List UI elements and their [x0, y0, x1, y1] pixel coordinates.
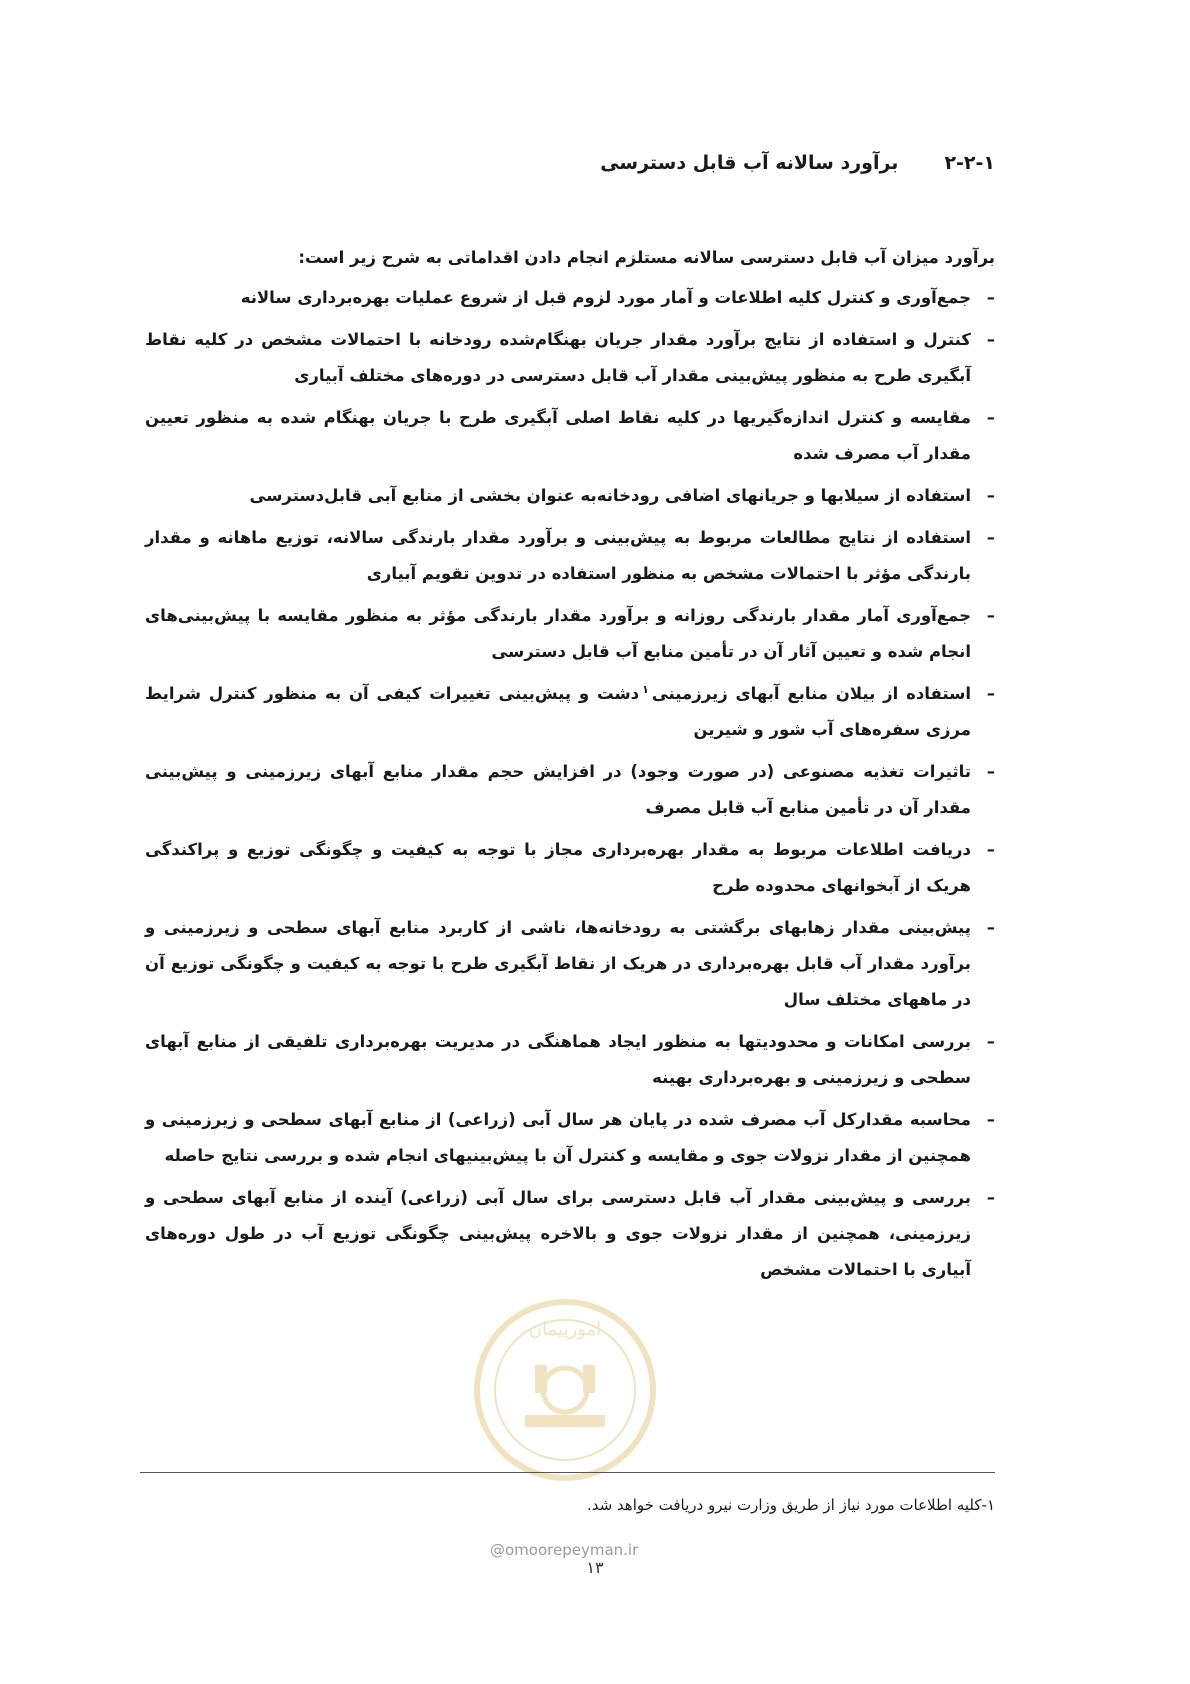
dash-bullet: – [986, 288, 995, 307]
dash-bullet: – [986, 1110, 995, 1129]
list-item-text: دریافت اطلاعات مربوط به مقدار بهره‌برداری مجاز با توجه به کیفیت و چگونگی توزیع و پراکندگی هریک از آبخوانهای محدوده طرح [145, 840, 971, 895]
list-item-text: استفاده از بیلان منابع آبهای زیرزمینی [651, 684, 971, 703]
list-item [145, 520, 995, 592]
dash-bullet: – [986, 330, 995, 349]
dash-bullet: – [986, 684, 995, 703]
footnote: ۱-کلیه اطلاعات مورد نیاز از طریق وزارت نیرو دریافت خواهد شد. [586, 1496, 995, 1514]
list-item-text: پیش‌بینی مقدار زهابهای برگشتی به رودخانه‌ها، ناشی از کاربرد منابع آبهای سطحی و زیرزمینی و برآورد مقدار آب قابل بهره‌برداری در هریک از نقاط آبگیری طرح با توجه به کیفیت و چگونگی توزیع آن در ماههای مختلف سال [145, 918, 971, 1009]
list-item-text: بررسی امکانات و محدودیتها به منظور ایجاد هماهنگی در مدیریت بهره‌برداری تلفیقی از منابع آبهای سطحی و زیرزمینی و بهره‌برداری بهینه [145, 1032, 971, 1087]
footnote-divider [140, 1472, 995, 1473]
list-item [145, 1180, 995, 1288]
section-title: برآورد سالانه آب قابل دسترسی [600, 152, 899, 174]
dash-bullet: – [986, 1188, 995, 1207]
dash-bullet: – [986, 918, 995, 937]
seal-watermark-icon [465, 1295, 665, 1485]
footnote-mark: ۱ [642, 682, 649, 696]
list-item [145, 478, 995, 514]
page-number: ۱۳ [586, 1558, 604, 1577]
list-item [145, 1024, 995, 1096]
action-list [145, 280, 995, 1288]
dash-bullet: – [986, 1032, 995, 1051]
list-item [145, 280, 995, 316]
list-item-text: محاسبه مقدارکل آب مصرف شده در پایان هر سال آبی (زراعی) از منابع آبهای سطحی و زیرزمینی و همچنین از مقدار نزولات جوی و مقایسه و کنترل آن با پیش‌بینیهای انجام شده و بررسی نتایج حاصله [145, 1110, 971, 1165]
list-item-text: استفاده از نتایج مطالعات مربوط به پیش‌بینی و برآورد مقدار بارندگی سالانه، توزیع ماهانه و مقدار بارندگی مؤثر با احتمالات مشخص به منظور استفاده در تدوین تقویم آبیاری [145, 528, 971, 583]
list-item-text: استفاده از سیلابها و جریانهای اضافی رودخانه‌به عنوان بخشی از منابع آبی قابل‌دسترسی [249, 486, 971, 505]
list-item-text: تاثیرات تغذیه مصنوعی (در صورت وجود) در افزایش حجم مقدار منابع آبهای زیرزمینی و پیش‌بینی مقدار آن در تأمین منابع آب قابل مصرف [145, 762, 971, 817]
list-item [145, 598, 995, 670]
watermark-site: @omoorepeyman.ir [490, 1541, 639, 1559]
list-item [145, 754, 995, 826]
list-item-text: بررسی و پیش‌بینی مقدار آب قابل دسترسی برای سال آبی (زراعی) آینده از منابع آبهای سطحی و زیرزمینی، همچنین از مقدار نزولات جوی و بالاخره پیش‌بینی چگونگی توزیع آب در طول دوره‌های آبیاری با احتمالات مشخص [145, 1188, 971, 1279]
section-heading [600, 152, 995, 174]
list-item-text: مقایسه و کنترل اندازه‌گیریها در کلیه نقاط اصلی آبگیری طرح با جریان بهنگام شده به منظور تعیین مقدار آب مصرف شده [145, 408, 971, 463]
list-item [145, 400, 995, 472]
list-item [145, 1102, 995, 1174]
dash-bullet: – [986, 528, 995, 547]
list-item-text: جمع‌آوری آمار مقدار بارندگی روزانه و برآورد مقدار بارندگی مؤثر به منظور مقایسه با پیش‌بینی‌های انجام شده و تعیین آثار آن در تأمین منابع آب قابل دسترسی [145, 606, 971, 661]
dash-bullet: – [986, 762, 995, 781]
list-item [145, 322, 995, 394]
list-item-text: کنترل و استفاده از نتایج برآورد مقدار جریان بهنگام‌شده رودخانه با احتمالات مشخص در کلیه نقاط آبگیری طرح به منظور پیش‌بینی مقدار آب قابل دسترسی در دوره‌های مختلف آبیاری [145, 330, 971, 385]
intro-paragraph: برآورد میزان آب قابل دسترسی سالانه مستلزم انجام دادن اقداماتی به شرح زیر است: [298, 248, 995, 267]
section-number: ۲-۲-۱ [944, 152, 995, 174]
list-item [145, 910, 995, 1018]
dash-bullet: – [986, 606, 995, 625]
dash-bullet: – [986, 408, 995, 427]
seal-text: امورپیمان [528, 1319, 602, 1340]
list-item [145, 676, 995, 748]
list-item-text: جمع‌آوری و کنترل کلیه اطلاعات و آمار مورد لزوم قبل از شروع عملیات بهره‌برداری سالانه [240, 288, 971, 307]
dash-bullet: – [986, 840, 995, 859]
list-item-text: دشت و پیش‌بینی تغییرات کیفی آن به منظور کنترل شرایط مرزی سفره‌های آب شور و شیرین [145, 684, 971, 739]
list-item [145, 832, 995, 904]
dash-bullet: – [986, 486, 995, 505]
body-content [145, 240, 995, 1294]
